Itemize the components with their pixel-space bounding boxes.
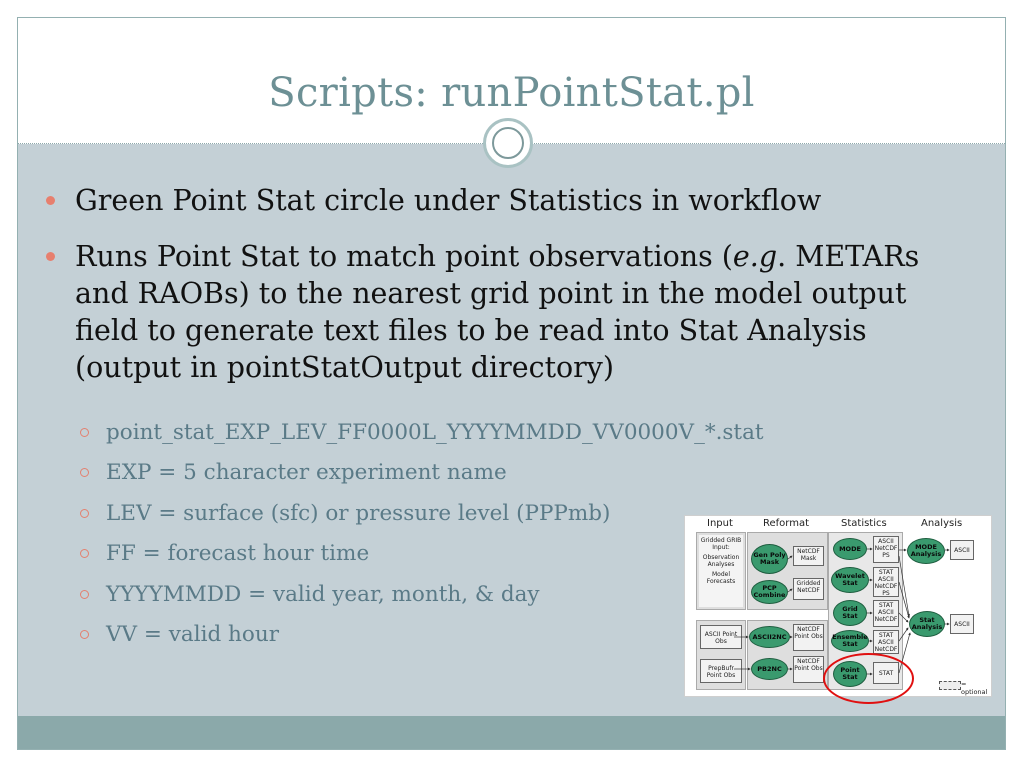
tool-pcp-combine: PCP Combine [751,580,788,604]
input-label: Observation Analyses [702,554,740,568]
input-doc-prepbufr: PrepBufr Point Obs [700,659,742,683]
stat-output-ensemble: STAT ASCII NetCDF [874,632,898,653]
tool-wavelet-stat: Wavelet Stat [831,567,869,593]
analysis-output-ascii: ASCII [950,614,974,634]
sub-bullet-ring [80,428,89,437]
sub-bullet-ring [80,590,89,599]
tool-gen-poly-mask: Gen Poly Mask [751,544,788,574]
stat-output-wavelet: STAT ASCII NetCDF PS [874,569,898,597]
tool-point-stat: Point Stat [833,661,867,687]
diagram-header-input: Input [707,518,733,529]
tool-mode-analysis: MODE Analysis [907,538,945,564]
tool-grid-stat: Grid Stat [833,600,867,626]
bullet-text: Green Point Stat circle under Statistics in workflow [75,184,822,217]
output-netcdf-point-obs: NetCDF Point Obs [793,624,824,651]
output-gridded-netcdf: Gridded NetCDF [793,578,824,600]
bullet-dot [46,252,55,261]
bullet-dot [46,196,55,205]
sub-bullet-ring [80,468,89,477]
diagram-header-statistics: Statistics [841,518,887,529]
sub-bullet-text: FF = forecast hour time [106,541,370,566]
sub-bullet-text: VV = valid hour [106,622,279,647]
tool-mode: MODE [833,538,867,560]
input-label: Gridded GRIB Input: [700,537,742,551]
sub-bullet-text: point_stat_EXP_LEV_FF0000L_YYYYMMDD_VV0000V_*.stat [106,420,764,445]
point-stat-highlight-circle [823,653,914,704]
sub-bullet-text: LEV = surface (sfc) or pressure level (PPPmb) [106,501,611,526]
footer-band [18,716,1005,749]
analysis-output-ascii: ASCII [950,540,974,560]
stat-output-mode: ASCII NetCDF PS [873,536,899,563]
bullet-text [75,238,975,386]
sub-bullet-ring [80,549,89,558]
output-netcdf-point-obs: NetCDF Point Obs [793,656,824,683]
output-netcdf-mask: NetCDF Mask [793,546,824,566]
stat-output-point: STAT [873,662,899,684]
input-label: Model Forecasts [706,571,736,585]
input-doc-ascii: ASCII Point Obs [700,625,742,649]
sub-bullet-ring [80,509,89,518]
tool-stat-analysis: Stat Analysis [909,611,945,637]
bullet-text-part: Runs Point Stat to match point observations ( [75,240,733,273]
slide-title: Scripts: runPointStat.pl [268,70,755,116]
diagram-header-reformat: Reformat [763,518,810,529]
tool-pb2nc: PB2NC [751,658,788,680]
divider-circle-inner [492,127,524,159]
tool-ascii2nc: ASCII2NC [749,626,790,648]
diagram-header-analysis: Analysis [921,518,963,529]
divider-circle-ornament [483,118,533,168]
tool-ensemble-stat: Ensemble Stat [831,630,869,652]
legend-optional-label: = optional [961,680,988,696]
bullet-text-italic: e.g [732,240,778,273]
sub-bullet-ring [80,630,89,639]
sub-bullet-text: YYYYMMDD = valid year, month, & day [106,582,540,607]
sub-bullet-text: EXP = 5 character experiment name [106,460,507,485]
bullet-text-part: . METARs and RAOBs) to the nearest grid point in the model output field to generate text files to be read into Stat Analysis (output in pointStatOutput directory) [75,240,920,384]
stat-output-grid: STAT ASCII NetCDF [873,600,899,627]
